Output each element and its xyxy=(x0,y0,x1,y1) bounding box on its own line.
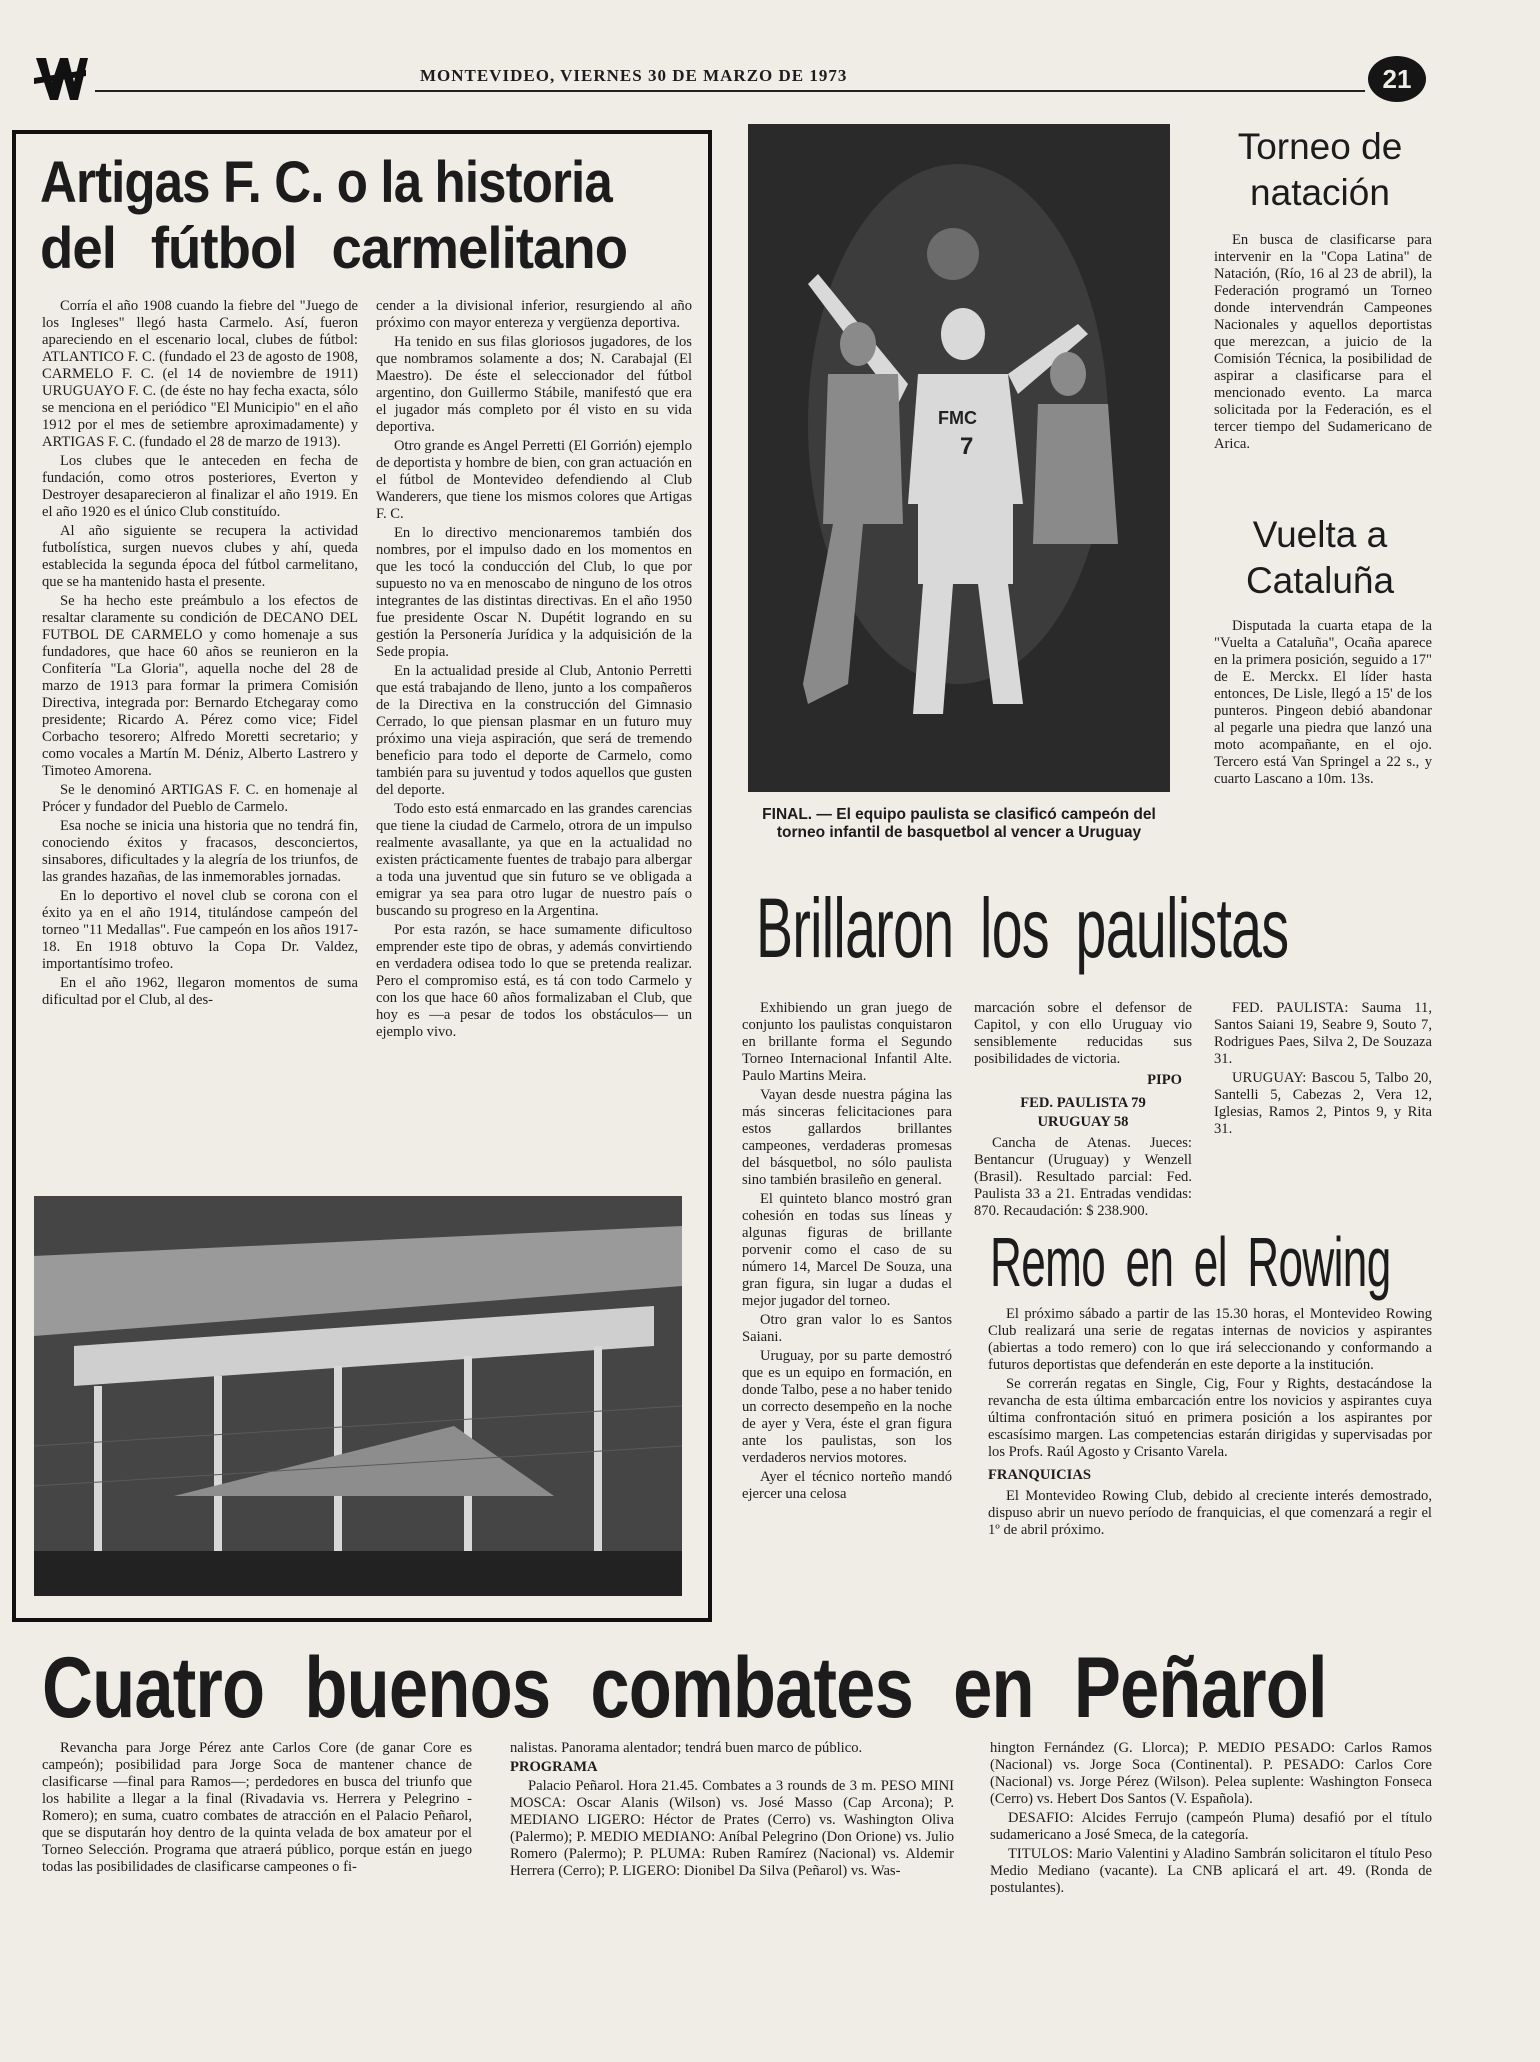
rowing-paragraph: El Montevideo Rowing Club, debido al creciente interés demostrado, dispuso abrir un nuevo período de franquicias, el que comenzará a regir el 1º de abril próximo. xyxy=(988,1488,1432,1538)
penarol-column-1 xyxy=(42,1740,472,2040)
penarol-paragraph: Revancha para Jorge Pérez ante Carlos Core (de ganar Core es campeón); posibilidad para Jorge Soca de mantener chance de clasificarse —final para Ramos—; perdedores en busca del triunfo que los habilite a llegar a la final (Rivadavia vs. Herrera y Pelegrino - Romero); en suma, cuatro combates de atracción en el Palacio Peñarol, que se disputarán hoy dentro de la quinta velada de box amateur por el Torneo Selección. Programa que atraerá público, porque están en juego todas las posibilidades de clasificarse campeones o fi- xyxy=(42,1740,472,1875)
paulistas-paragraph: El quinteto blanco mostró gran cohesión en todas sus líneas y algunas figuras de brillante porvenir como el caso de su número 14, Marcel De Souza, una gran figura, sin lugar a dudas el mejor jugador del torneo. xyxy=(742,1191,952,1309)
penarol-paragraph: hington Fernández (G. Llorca); P. MEDIO PESADO: Carlos Ramos (Nacional) vs. Jorge Soca (Continental). P. PESADO: Carlos Core (Nacional) vs. Jorge Pérez (Wilson). Pelea suplente: Washington Fonseca (Cerro) vs. Hebert Dos Santos (V. Española). xyxy=(990,1740,1432,1807)
caption-text: El equipo paulista se clasificó campeón del torneo infantil de basquetbol al vencer a Uruguay xyxy=(776,806,1156,841)
paulistas-column-1 xyxy=(742,1000,952,1630)
logo-icon xyxy=(30,48,90,108)
cataluna-headline-line1: Vuelta a xyxy=(1252,514,1388,555)
artigas-column-1 xyxy=(42,298,358,1194)
artigas-paragraph: Al año siguiente se recupera la actividad futbolística, surgen nuevos clubes y ahí, queda establecida la segunda época del fútbol carmelitano, que se ha mantenido hasta el presente. xyxy=(42,523,358,590)
artigas-headline-line2: del fútbol carmelitano xyxy=(40,216,628,281)
page-number xyxy=(1368,56,1426,102)
paulistas-headline: Brillaron los paulistas xyxy=(756,881,1289,975)
caption-lead: FINAL. — xyxy=(762,806,832,823)
artigas-column-2 xyxy=(376,298,692,1194)
natacion-paragraph: En busca de clasificarse para intervenir en la "Copa Latina" de Natación, (Río, 16 al 23 de abril), la Federación programó un Torneo donde intervendrán Campeones Nacionales y aquellos deportistas que merezcan, a juicio de la Comisión Técnica, la posibilidad de aspirar a clasificarse para el mencionado evento. La marca solicitada por la Federación, es el tercer tiempo del Sudamericano de Arica. xyxy=(1214,232,1432,452)
masthead-logo xyxy=(30,48,90,108)
natacion-headline-line1: Torneo de xyxy=(1237,126,1403,167)
natacion-headline xyxy=(1200,124,1440,216)
rowing-paragraph: Se correrán regatas en Single, Cig, Four y Rights, destacándose la revancha de esta última embarcación entre los novicios y aspirantes cuya última confrontación situó en primera posición a los aspirantes por escasísimo margen. Las competencias estarán dirigidas y supervisadas por los Profs. Raúl Agosto y Crisanto Varela. xyxy=(988,1376,1432,1460)
penarol-column-3 xyxy=(990,1740,1432,2040)
rowing-paragraph: El próximo sábado a partir de las 15.30 horas, el Montevideo Rowing Club realizará una serie de regatas internas de novicios y aspirantes (abiertas a todo remero) con lo que irá seleccionando y conformando a futuros deportistas que defenderán en este deporte a la institución. xyxy=(988,1306,1432,1373)
paulistas-paragraph: Exhibiendo un gran juego de conjunto los paulistas conquistaron en brillante forma el Segundo Torneo Internacional Infantil Alte. Paulo Martins Meira. xyxy=(742,1000,952,1084)
penarol-paragraph: TITULOS: Mario Valentini y Aladino Sambrán solicitaron el título Peso Medio Mediano (vacante). La CNB aplicará el art. 49. (Ronda de postulantes). xyxy=(990,1846,1432,1896)
cataluna-paragraph: Disputada la cuarta etapa de la "Vuelta a Cataluña", Ocaña aparece en la primera posición, seguido a 17" de E. Merckx. El líder hasta entonces, De Lisle, llegó a 15' de los punteros. Pingeon debió abandonar al pegarle una piedra que lanzó una moto acompañante, en el ojo. Tercero está Van Springel a 22 s., y cuarto Lascano a 10m. 13s. xyxy=(1214,618,1432,787)
paulistas-score-2: URUGUAY 58 xyxy=(1037,1114,1129,1130)
artigas-paragraph: Otro grande es Angel Perretti (El Gorrión) ejemplo de deportista y hombre de bien, con gran actuación en el fútbol de Montevideo defendiendo al Club Wanderers, que tiene los mismos colores que Artigas F. C. xyxy=(376,438,692,522)
artigas-paragraph: Los clubes que le anteceden en fecha de fundación, como otros posteriores, Everton y Destroyer desaparecieron al finalizar el año 1919. En el año 1920 es el único Club constituído. xyxy=(42,453,358,520)
artigas-paragraph: Esa noche se inicia una historia que no tendrá fin, conociendo éxitos y fracasos, desconciertos, sinsabores, dificultades y la alegría de los triunfos, de las grandes hazañas, de las inmemorables jornadas. xyxy=(42,818,358,885)
paulistas-column-3 xyxy=(1214,1000,1432,1222)
rowing-subhead: FRANQUICIAS xyxy=(988,1467,1091,1483)
artigas-headline xyxy=(40,150,690,282)
artigas-paragraph: En el año 1962, llegaron momentos de suma dificultad por el Club, al des- xyxy=(42,975,358,1008)
artigas-paragraph: Por esta razón, se hace sumamente dificultoso emprender este tipo de obras, y además convirtiendo en verdadera odisea todo lo que se pretenda realizar. Pero el compromiso está, es tá con todo Carmelo y con los que hace 60 años formalizaban el Club, que hoy es —a pesar de todos los obstáculos— un ejemplo vivo. xyxy=(376,922,692,1040)
basketball-image xyxy=(748,124,1170,792)
paulistas-paragraph: Vayan desde nuestra página las más sinceras felicitaciones para estos gallardos brillantes campeones, verdaderas promesas del básquetbol, no sólo paulista sino también brasileño en general. xyxy=(742,1087,952,1188)
natacion-headline-line2: natación xyxy=(1250,172,1390,213)
paulistas-column-2 xyxy=(974,1000,1192,1226)
page-number-text: 21 xyxy=(1382,64,1412,94)
rowing-headline: Remo en el Rowing xyxy=(990,1223,1391,1301)
cataluna-headline-line2: Cataluña xyxy=(1245,560,1395,601)
jersey-letters: FMC xyxy=(938,408,977,428)
cataluna-body xyxy=(1214,618,1432,868)
rowing-body xyxy=(988,1306,1432,1626)
paulistas-signature: PIPO xyxy=(1147,1072,1182,1088)
paulistas-paragraph: Ayer el técnico norteño mandó ejercer una celosa xyxy=(742,1469,952,1502)
artigas-headline-line1: Artigas F. C. o la historia xyxy=(40,150,612,215)
masthead-rule xyxy=(95,90,1365,92)
artigas-paragraph: Se le denominó ARTIGAS F. C. en homenaje al Prócer y fundador del Pueblo de Carmelo. xyxy=(42,782,358,815)
basketball-caption xyxy=(744,806,1174,842)
paulistas-paragraph: marcación sobre el defensor de Capitol, y con ello Uruguay vio sensiblemente reducidas sus posibilidades de victoria. xyxy=(974,1000,1192,1067)
paulistas-paragraph: Uruguay, por su parte demostró que es un equipo en formación, en donde Talbo, pese a no haber tenido un correcto desempeño en la noche de ayer y Vera, éste el gran figura ante los paulistas, son los verdaderos nervios motores. xyxy=(742,1348,952,1466)
paulistas-lineup: FED. PAULISTA: Sauma 11, Santos Saiani 19, Seabre 9, Souto 7, Rodrigues Paes, Silva 2, De Souzaza 31. xyxy=(1214,1000,1432,1067)
jersey-number: 7 xyxy=(960,433,974,460)
natacion-body xyxy=(1214,232,1432,494)
penarol-paragraph: Palacio Peñarol. Hora 21.45. Combates a 3 rounds de 3 m. PESO MINI MOSCA: Oscar Alanis (Wilson) vs. José Masso (Cap Arcona); P. MEDIANO LIGERO: Héctor de Prates (Cerro) vs. Washington Oliva (Palermo); P. MEDIO MEDIANO: Aníbal Pelegrino (Don Orione) vs. Julio Romero (Palermo); P. PLUMA: Ruben Ramírez (Nacional) vs. Aldemir Herrera (Cerro); P. LIGERO: Dionibel Da Silva (Peñarol) vs. Was- xyxy=(510,1778,954,1879)
paulistas-lineup: URUGUAY: Bascou 5, Talbo 20, Santelli 5, Cabezas 2, Vera 12, Iglesias, Ramos 2, Pintos 9, y Rita 31. xyxy=(1214,1070,1432,1137)
artigas-paragraph: Todo esto está enmarcado en las grandes carencias que tiene la ciudad de Carmelo, otrora de un impulso realmente avasallante, ya que en la actualidad no existen prácticamente fuentes de trabajo para albergar a toda una juventud que sin futuro se ve obligada a emigrar ya sea para otro lugar de nuestro país o buscando su progreso en la Argentina. xyxy=(376,801,692,919)
artigas-paragraph: Se ha hecho este preámbulo a los efectos de resaltar claramente su condición de DECANO DEL FUTBOL DE CARMELO y como homenaje a sus fundadores, que hace 60 años se reunieron en la Confitería "La Gloria", aquella noche del 28 de marzo de 1913 para formar la primera Comisión Directiva, integrada por: Bernardo Etchegaray como presidente; Ricardo A. Pérez como vice; Fidel Corbacho tesorero; Alfredo Moretti secretario; y como vocales a Martín M. Déniz, Alberto Lastrero y Timoteo Amorena. xyxy=(42,593,358,779)
paulistas-score-1: FED. PAULISTA 79 xyxy=(1020,1095,1146,1111)
artigas-paragraph: cender a la divisional inferior, resurgiendo al año próximo con mayor entereza y vergüenza deportiva. xyxy=(376,298,692,331)
penarol-column-2 xyxy=(510,1740,954,2040)
artigas-paragraph: En lo directivo mencionaremos también dos nombres, por el impulso dado en los momentos en que les tocó la conducción del Club, lo que por supuesto no va en menoscabo de ninguno de los otros integrantes de las distintas directivas. En el año 1950 fue presidente Oscar N. Dupétit logrando en su gestión la Personería Jurídica y la adquisición de la Sede propia. xyxy=(376,525,692,660)
paulistas-paragraph: Cancha de Atenas. Jueces: Bentancur (Uruguay) y Wenzell (Brasil). Resultado parcial: Fed. Paulista 33 a 21. Entradas vendidas: 870. Recaudación: $ 238.900. xyxy=(974,1135,1192,1219)
penarol-paragraph: DESAFIO: Alcides Ferrujo (campeón Pluma) desafió por el título sudamericano a José Smeca, de la categoría. xyxy=(990,1810,1432,1843)
artigas-paragraph: En la actualidad preside al Club, Antonio Perretti que está trabajando de lleno, junto a los compañeros de la Directiva en la construcción del Gimnasio Cerrado, lo que piensan plasmar en un futuro muy próximo una vieja aspiración, que será de tremendo beneficio para todo el deporte de Carmelo, como también para su juventud y todos aquellos que gusten del deporte. xyxy=(376,663,692,798)
stadium-image xyxy=(34,1196,682,1596)
artigas-paragraph: Corría el año 1908 cuando la fiebre del "Juego de los Ingleses" llegó hasta Carmelo. Así, fueron apareciendo en el escenario local, clubes de fútbol: ATLANTICO F. C. (fundado el 23 de agosto de 1908, CARMELO F. C. (el 14 de noviembre de 1911) URUGUAYO F. C. (de éste no hay fecha exacta, sólo se menciona en el periódico "El Municipio" en el año 1912 por el mes de setiembre aproximadamente) y ARTIGAS F. C. (fundado el 28 de marzo de 1913). xyxy=(42,298,358,450)
paulistas-paragraph: Otro gran valor lo es Santos Saiani. xyxy=(742,1312,952,1345)
stadium-photo xyxy=(34,1196,682,1596)
penarol-paragraph: nalistas. Panorama alentador; tendrá buen marco de público. xyxy=(510,1740,863,1756)
artigas-paragraph: Ha tenido en sus filas gloriosos jugadores, de los que nombramos solamente a dos; N. Carabajal (El Maestro). De éste el seleccionador del fútbol argentino, don Guillermo Stábile, manifestó que era el jugador más completo por él visto en su vida deportiva. xyxy=(376,334,692,435)
penarol-headline: Cuatro buenos combates en Peñarol xyxy=(42,1640,1327,1736)
penarol-subhead: PROGRAMA xyxy=(510,1759,598,1775)
cataluna-headline xyxy=(1200,512,1440,604)
artigas-paragraph: En lo deportivo el novel club se corona con el éxito ya en el año 1914, titulándose campeón del torneo "11 Medallas". Fue campeón en los años 1917-18. En 1918 obtuvo la Copa Dr. Valdez, importantísimo trofeo. xyxy=(42,888,358,972)
dateline: MONTEVIDEO, VIERNES 30 DE MARZO DE 1973 xyxy=(420,66,848,85)
basketball-photo xyxy=(748,124,1170,792)
